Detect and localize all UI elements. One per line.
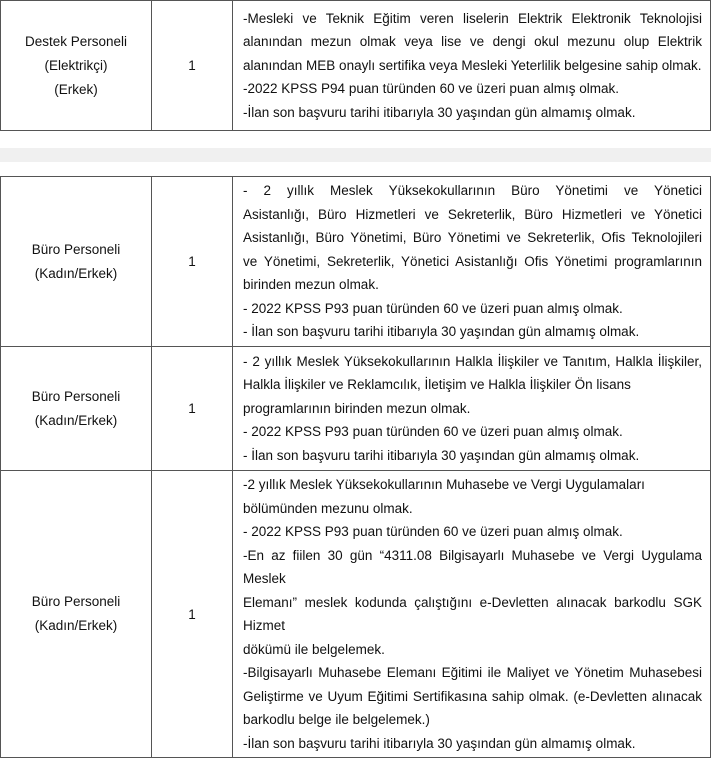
requirement-line: -İlan son başvuru tarihi itibarıyla 30 yaşından gün almamış olmak. xyxy=(243,735,636,751)
position-title-cell xyxy=(1,347,152,471)
requirement-line: ve Yönetimi, Sekreterlik, Yönetici Asistanlığı Ofis Yönetimi programlarının xyxy=(243,253,702,269)
position-title-line: Büro Personeli xyxy=(31,388,121,404)
requirement-line: -En az fiilen 30 gün “4311.08 Bilgisayarlı Muhasebe ve Vergi Uygulama Meslek xyxy=(243,547,702,586)
requirement-line: - 2022 KPSS P93 puan türünden 60 ve üzeri puan almış olmak. xyxy=(243,424,623,440)
requirement-line: Halkla İlişkiler ve Reklamcılık, İletişim ve Halkla İlişkiler Ön lisans xyxy=(243,377,631,393)
requirement-line: - 2 yıllık Meslek Yüksekokullarının Halkla İlişkiler ve Tanıtım, Halkla İlişkiler, xyxy=(243,353,702,369)
requirement-line: alanından mezun olmak veya lise ve dengi okul mezunu olup Elektrik xyxy=(243,34,702,50)
requirements-cell xyxy=(233,1,711,131)
requirement-line: birinden mezun olmak. xyxy=(243,277,379,293)
requirement-line: dökümü ile belgelemek. xyxy=(243,641,385,657)
requirements-table-2 xyxy=(0,176,711,758)
position-title-line: (Kadın/Erkek) xyxy=(34,618,118,633)
requirements-cell xyxy=(233,177,711,347)
requirements-cell xyxy=(233,347,711,471)
requirement-line: -İlan son başvuru tarihi itibarıyla 30 yaşından gün almamış olmak. xyxy=(243,104,636,120)
requirement-line: - 2022 KPSS P93 puan türünden 60 ve üzeri puan almış olmak. xyxy=(243,524,623,539)
position-title-line: Büro Personeli xyxy=(31,241,121,257)
position-title-line: Destek Personeli xyxy=(24,33,128,49)
requirement-line: alanından MEB onaylı sertifika veya Mesleki Yeterlilik belgesine sahip olmak. xyxy=(243,57,702,73)
position-title-line: (Kadın/Erkek) xyxy=(34,265,118,281)
position-title-line: (Erkek) xyxy=(54,81,98,97)
position-count-cell: 1 xyxy=(152,177,233,347)
requirement-line: -2 yıllık Meslek Yüksekokullarının Muhasebe ve Vergi Uygulamaları xyxy=(243,477,645,492)
requirement-line: -2022 KPSS P94 puan türünden 60 ve üzeri puan almış olmak. xyxy=(243,81,619,97)
position-count-cell: 1 xyxy=(152,347,233,471)
position-title-cell xyxy=(1,177,152,347)
position-count-cell: 1 xyxy=(152,471,233,758)
position-title-line: (Kadın/Erkek) xyxy=(34,412,118,428)
requirement-line: Asistanlığı, Büro Yönetimi, Büro Yönetimi ve Sekreterlik, Ofis Teknolojileri xyxy=(243,230,702,246)
requirement-line: Elemanı” meslek kodunda çalıştığını e-Devletten alınacak barkodlu SGK Hizmet xyxy=(243,594,702,633)
section-gap xyxy=(0,148,711,162)
position-title-cell xyxy=(1,1,152,131)
position-title-line: Büro Personeli xyxy=(31,594,121,609)
requirement-line: programlarının birinden mezun olmak. xyxy=(243,400,471,416)
table-row xyxy=(1,1,711,131)
position-title-cell xyxy=(1,471,152,758)
requirement-line: bölümünden mezunu olmak. xyxy=(243,500,413,516)
position-count-cell: 1 xyxy=(152,1,233,131)
requirement-line: Geliştirme ve Uyum Eğitimi Sertifikasına sahip olmak. (e-Devletten alınacak xyxy=(243,688,702,704)
requirements-cell xyxy=(233,471,711,758)
requirement-line: Asistanlığı, Büro Hizmetleri ve Sekreterlik, Büro Hizmetleri ve Yönetici xyxy=(243,206,702,222)
requirement-line: - İlan son başvuru tarihi itibarıyla 30 yaşından gün almamış olmak. xyxy=(243,324,640,340)
requirement-line: - 2 yıllık Meslek Yüksekokullarının Büro Yönetimi ve Yönetici xyxy=(243,183,702,199)
requirement-line: - İlan son başvuru tarihi itibarıyla 30 yaşından gün almamış olmak. xyxy=(243,447,640,463)
requirement-line: -Bilgisayarlı Muhasebe Elemanı Eğitimi ile Maliyet ve Yönetim Muhasebesi xyxy=(243,665,702,680)
table-row xyxy=(1,347,711,471)
table-row xyxy=(1,471,711,758)
requirement-line: - 2022 KPSS P93 puan türünden 60 ve üzeri puan almış olmak. xyxy=(243,300,623,316)
requirement-line: -Mesleki ve Teknik Eğitim veren liselerin Elektrik Elektronik Teknolojisi xyxy=(243,10,702,26)
position-title-line: (Elektrikçi) xyxy=(44,57,108,73)
requirement-line: barkodlu belge ile belgelemek.) xyxy=(243,712,430,727)
requirements-table-1 xyxy=(0,0,711,131)
table-row xyxy=(1,177,711,347)
